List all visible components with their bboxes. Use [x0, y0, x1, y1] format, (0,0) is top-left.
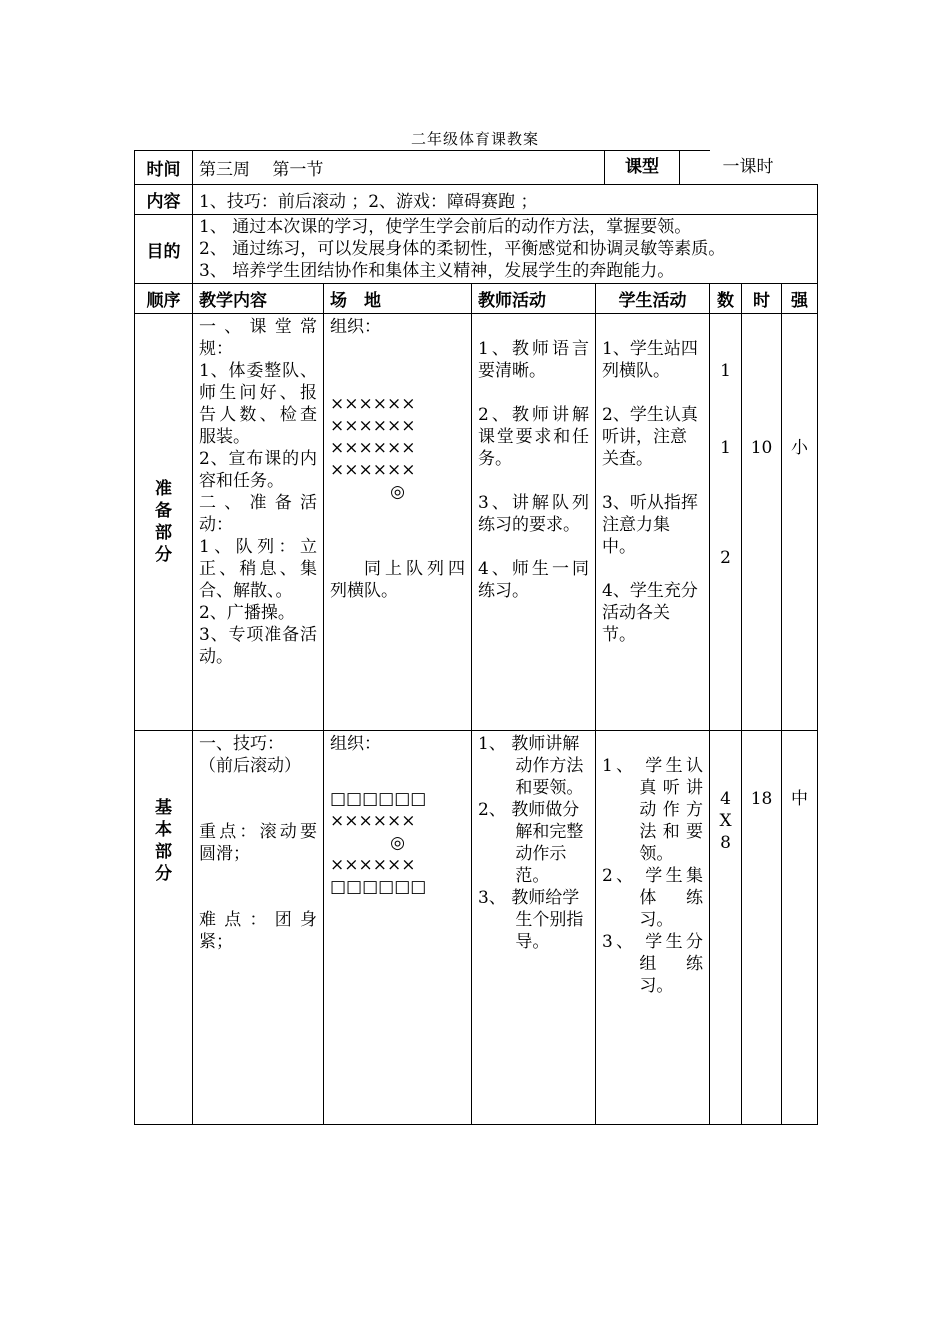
prep-venue — [324, 314, 472, 731]
basic-content-line: （前后滚动） — [199, 756, 301, 776]
header-time: 时 — [742, 284, 782, 314]
prep-label-char: 部 — [155, 523, 172, 543]
basic-time — [742, 731, 782, 1125]
time-label: 时间 — [135, 151, 193, 185]
prep-teacher-item: 4、师生一同练习。 — [478, 559, 589, 601]
basic-venue — [324, 731, 472, 1125]
content-label: 内容 — [135, 185, 193, 215]
basic-count-value: 8 — [720, 833, 731, 853]
prep-teacher-activity — [472, 314, 596, 731]
goal-item: 2、 通过练习，可以发展身体的柔韧性，平衡感觉和协调灵敏等素质。 — [199, 239, 726, 259]
prep-content-line: 二、准备活动： — [199, 493, 317, 535]
prep-teacher-item: 3、讲解队列练习的要求。 — [478, 493, 589, 535]
lesson-plan-table — [134, 150, 818, 1125]
content-row — [135, 185, 818, 215]
basic-teacher-item: 1、 教师讲解动作方法和要领。 — [478, 734, 584, 798]
basic-count — [710, 731, 742, 1125]
basic-teacher-item: 2、 教师做分解和完整动作示范。 — [478, 800, 584, 886]
formation-row: ×××××× — [330, 394, 416, 414]
basic-intensity-value: 中 — [791, 789, 809, 809]
basic-count-value: 4 — [720, 789, 731, 809]
prep-student-item: 4、学生充分活动各关节。 — [602, 581, 698, 645]
prep-section-row — [135, 314, 818, 731]
prep-intensity — [782, 314, 818, 731]
goal-item: 3、 培养学生团结协作和集体主义精神，发展学生的奔跑能力。 — [199, 261, 675, 281]
basic-student-activity — [596, 731, 710, 1125]
prep-student-item: 3、听从指挥注意力集中。 — [602, 493, 698, 557]
prep-time-value: 10 — [750, 438, 773, 458]
prep-label-char: 准 — [155, 479, 172, 499]
prep-content — [193, 314, 324, 731]
teacher-position-symbol: ◎ — [390, 482, 405, 502]
prep-count-value: 2 — [720, 548, 731, 568]
prep-content-line: 1、队列：立正、稍息、集合、解散、。 — [199, 537, 317, 601]
prep-content-line: 2、广播操。 — [199, 603, 295, 623]
content-value: 1、技巧：前后滚动 ；2、游戏：障碍赛跑 ； — [193, 185, 818, 215]
header-count: 数 — [710, 284, 742, 314]
prep-label-char: 分 — [155, 545, 172, 565]
goal-label: 目的 — [135, 215, 193, 284]
prep-intensity-value: 小 — [791, 438, 809, 458]
basic-section-label — [135, 731, 193, 1125]
basic-section-row — [135, 731, 818, 1125]
formation-row: ×××××× — [330, 855, 416, 875]
header-order: 顺序 — [135, 284, 193, 314]
prep-student-item: 2、学生认真听讲，注意关查。 — [602, 405, 698, 469]
header-intensity: 强 — [782, 284, 818, 314]
basic-teacher-activity — [472, 731, 596, 1125]
prep-time — [742, 314, 782, 731]
basic-content-line: 难点：团身紧； — [199, 910, 317, 952]
formation-row: □□□□□□ — [330, 789, 427, 809]
basic-time-value: 18 — [750, 789, 773, 809]
prep-venue-title: 组织： — [330, 317, 381, 337]
goal-item: 1、 通过本次课的学习，使学生学会前后的动作方法，掌握要领。 — [199, 217, 692, 237]
basic-content — [193, 731, 324, 1125]
basic-label-char: 本 — [155, 820, 172, 840]
formation-row: ×××××× — [330, 811, 416, 831]
basic-student-item: 1、 学生认真听讲动作方法和要领。 — [602, 756, 704, 864]
prep-count-value: 1 — [720, 438, 731, 458]
basic-label-char: 部 — [155, 842, 172, 862]
prep-student-activity — [596, 314, 710, 731]
goal-row — [135, 215, 818, 284]
teacher-position-symbol: ◎ — [390, 833, 405, 853]
header-content: 教学内容 — [193, 284, 324, 314]
prep-venue-note: 同上队列四列横队。 — [330, 559, 465, 601]
formation-row: □□□□□□ — [330, 877, 427, 897]
formation-row: ×××××× — [330, 460, 416, 480]
prep-teacher-item: 1、教师语言要清晰。 — [478, 339, 589, 381]
basic-label-char: 分 — [155, 864, 172, 884]
basic-student-item: 2、 学生集体练习。 — [602, 866, 704, 930]
basic-content-line: 一、技巧： — [199, 734, 284, 754]
basic-content-line: 重点：滚动要圆滑； — [199, 822, 317, 864]
prep-count-value: 1 — [720, 361, 731, 381]
prep-count — [710, 314, 742, 731]
basic-teacher-item: 3、 教师给学生个别指导。 — [478, 888, 584, 952]
prep-content-line: 一、课堂常规： — [199, 317, 317, 359]
basic-venue-title: 组织： — [330, 734, 381, 754]
goal-list — [193, 215, 818, 284]
prep-content-line: 3、专项准备活动。 — [199, 625, 317, 667]
formation-row: ×××××× — [330, 438, 416, 458]
header-teacher: 教师活动 — [472, 284, 596, 314]
type-value: 一课时 — [680, 151, 816, 184]
prep-label-char: 备 — [155, 501, 172, 521]
header-venue: 场 地 — [324, 284, 472, 314]
prep-content-line: 2、宣布课的内容和任务。 — [199, 449, 317, 491]
prep-content-line: 1、体委整队、师生问好、报告人数、检查服装。 — [199, 361, 317, 447]
document-title: 二年级体育课教案 — [410, 130, 539, 148]
time-value: 第三周 第一节 — [193, 151, 710, 185]
prep-student-item: 1、学生站四列横队。 — [602, 339, 698, 381]
formation-row: ×××××× — [330, 416, 416, 436]
type-label: 课型 — [604, 151, 680, 184]
basic-intensity — [782, 731, 818, 1125]
prep-teacher-item: 2、教师讲解课堂要求和任务。 — [478, 405, 589, 469]
basic-student-item: 3、 学生分组练习。 — [602, 932, 704, 996]
basic-count-value: X — [719, 811, 732, 831]
column-header-row — [135, 284, 818, 314]
prep-section-label — [135, 314, 193, 731]
header-student: 学生活动 — [596, 284, 710, 314]
basic-label-char: 基 — [155, 798, 172, 818]
